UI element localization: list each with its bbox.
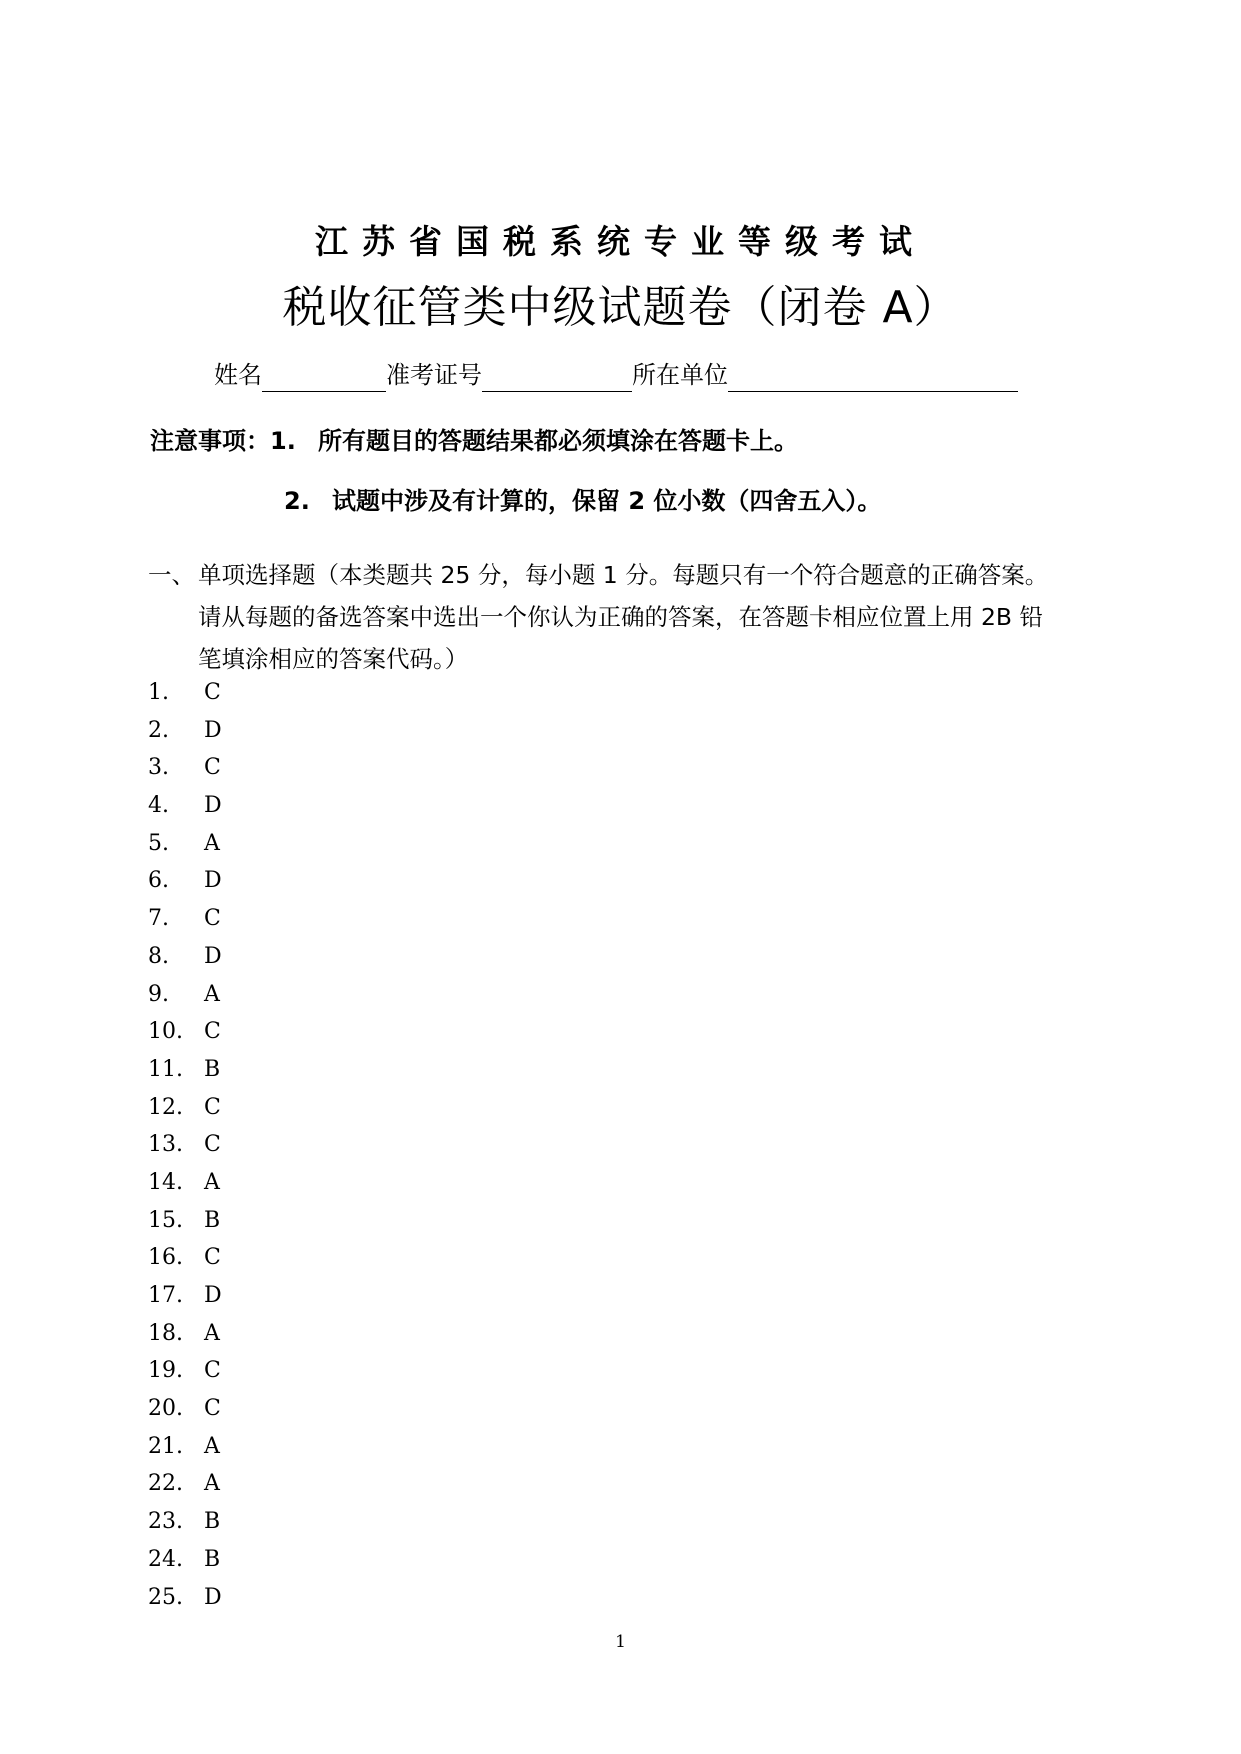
answer-item <box>148 1164 222 1202</box>
answer-item <box>148 1390 222 1428</box>
section-line-3: 笔填涂相应的答案代码。） <box>198 645 469 673</box>
question-number: 5. <box>148 830 169 856</box>
answer-letter: A <box>204 1169 220 1195</box>
question-number: 10. <box>148 1019 183 1045</box>
question-number: 4. <box>148 793 169 819</box>
question-number: 18. <box>148 1320 183 1346</box>
unit-blank <box>728 363 1018 392</box>
answer-letter: C <box>204 1019 221 1045</box>
section-number: 一、 <box>148 561 195 589</box>
answer-letter: C <box>204 680 221 705</box>
page-number: 1 <box>615 1632 626 1652</box>
answer-item <box>148 938 222 976</box>
answer-item <box>148 1465 222 1503</box>
answer-item <box>148 1089 222 1127</box>
unit-label: 所在单位 <box>632 361 728 389</box>
name-blank <box>262 363 386 392</box>
answer-letter: A <box>204 981 220 1007</box>
question-number: 2. <box>148 717 169 743</box>
question-number: 14. <box>148 1169 183 1195</box>
answer-letter: A <box>204 1320 220 1346</box>
question-number: 24. <box>148 1546 183 1572</box>
notice-line-2 <box>284 484 881 518</box>
answer-item <box>148 1277 222 1315</box>
answer-letter: D <box>204 793 222 819</box>
answer-letter: D <box>204 1283 222 1308</box>
question-number: 20. <box>148 1396 183 1422</box>
question-number: 13. <box>148 1132 183 1158</box>
section-line-2: 请从每题的备选答案中选出一个你认为正确的答案，在答题卡相应位置上用 2B 铅 <box>198 603 1044 631</box>
answer-item <box>148 1315 222 1353</box>
question-number: 12. <box>148 1094 183 1120</box>
question-number: 3. <box>148 755 169 781</box>
answer-item <box>148 1051 222 1089</box>
notice-item-text: 试题中涉及有计算的，保留 2 位小数（四舍五入）。 <box>332 487 882 515</box>
question-number: 7. <box>148 906 169 932</box>
answer-item <box>148 787 222 825</box>
answer-letter: C <box>204 1358 221 1384</box>
answer-letter: D <box>204 868 222 894</box>
answer-letter: D <box>204 1584 222 1610</box>
answer-letter: C <box>204 1094 221 1120</box>
answer-item <box>148 674 222 712</box>
question-number: 9. <box>148 981 169 1007</box>
answer-item <box>148 1352 222 1390</box>
notice-item-number: 2. <box>284 487 310 515</box>
answer-letter: B <box>204 1056 221 1082</box>
answer-letter: D <box>204 943 222 969</box>
question-number: 22. <box>148 1471 183 1497</box>
answer-item <box>148 1202 222 1240</box>
answer-item <box>148 749 222 787</box>
answer-item <box>148 1126 222 1164</box>
answer-letter: A <box>204 1433 220 1459</box>
answer-letter: B <box>204 1207 221 1233</box>
answer-item <box>148 712 222 750</box>
notice-label: 注意事项： <box>150 427 270 455</box>
candidate-info-line <box>214 358 1018 392</box>
answer-letter: C <box>204 1132 221 1158</box>
answer-letter: C <box>204 1245 221 1271</box>
answer-letter: D <box>204 717 222 743</box>
answer-list <box>148 674 222 1616</box>
answer-letter: A <box>204 1471 220 1497</box>
section-instructions <box>148 554 1108 680</box>
name-label: 姓名 <box>214 361 262 389</box>
answer-item <box>148 1239 222 1277</box>
section-text-1: 单项选择题（本类题共 25 分，每小题 1 分。每题只有一个符合题意的正确答案。 <box>198 561 1049 589</box>
answer-item <box>148 900 222 938</box>
answer-item <box>148 862 222 900</box>
question-number: 21. <box>148 1433 183 1459</box>
answer-item <box>148 1013 222 1051</box>
question-number: 15. <box>148 1207 183 1233</box>
question-number: 16. <box>148 1245 183 1271</box>
notice-item-text: 所有题目的答题结果都必须填涂在答题卡上。 <box>318 427 798 455</box>
answer-letter: C <box>204 906 221 932</box>
answer-item <box>148 976 222 1014</box>
answer-item <box>148 1503 222 1541</box>
answer-letter: C <box>204 755 221 781</box>
answer-letter: B <box>204 1509 221 1535</box>
exam-subtitle: 税收征管类中级试题卷（闭卷 A） <box>282 282 959 333</box>
exam-id-label: 准考证号 <box>386 361 482 389</box>
notice-item-number: 1. <box>270 427 296 455</box>
section-line-1 <box>148 554 1108 596</box>
question-number: 6. <box>148 868 169 894</box>
answer-letter: A <box>204 830 220 856</box>
answer-item <box>148 825 222 863</box>
answer-item <box>148 1428 222 1466</box>
question-number: 23. <box>148 1509 183 1535</box>
exam-title: 江苏省国税系统专业等级考试 <box>315 222 926 261</box>
question-number: 8. <box>148 943 169 969</box>
exam-id-blank <box>482 363 632 392</box>
answer-letter: B <box>204 1546 221 1572</box>
question-number: 17. <box>148 1283 183 1308</box>
question-number: 19. <box>148 1358 183 1384</box>
question-number: 25. <box>148 1584 183 1610</box>
question-number: 1. <box>148 680 169 705</box>
question-number: 11. <box>148 1056 183 1082</box>
notice-line-1 <box>150 424 798 458</box>
answer-item <box>148 1541 222 1579</box>
answer-letter: C <box>204 1396 221 1422</box>
answer-item <box>148 1579 222 1617</box>
